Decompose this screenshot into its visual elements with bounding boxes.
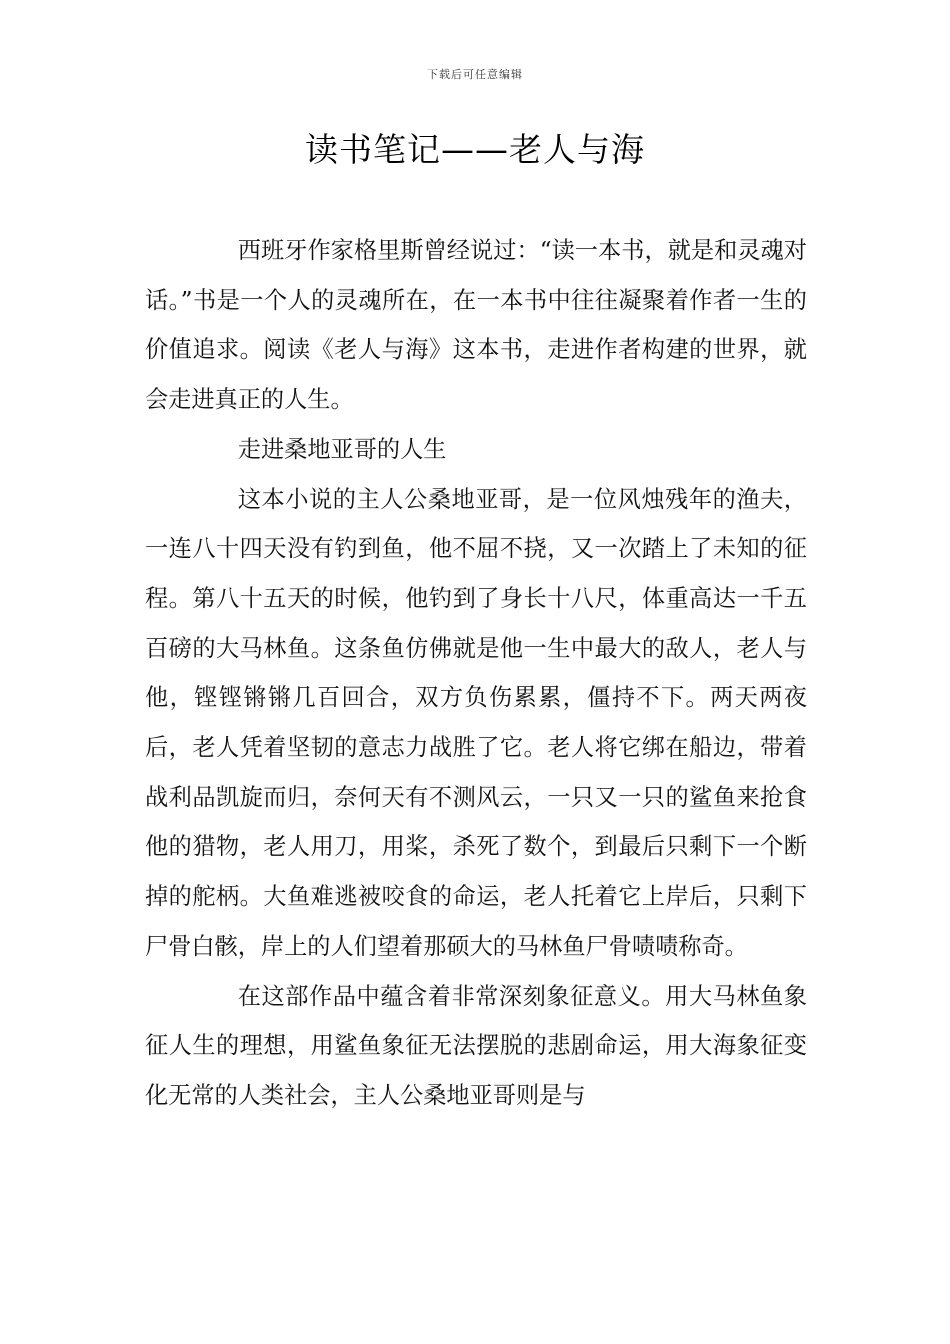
header-note: 下载后可任意编辑 [427,68,523,81]
section-heading: 走进桑地亚哥的人生 [237,435,447,463]
paragraph-plot: 这本小说的主人公桑地亚哥，是一位风烛残年的渔夫，一连八十四天没有钓到鱼，他不屈不挠，又一次踏上了未知的征程。第八十五天的时候，他钓到了身长十八尺，体重高达一千五百磅的大马林鱼。这条鱼仿佛就是他一生中最大的敌人，老人与他，铿铿锵锵几百回合，双方负伤累累，僵持不下。两天两夜后，老人凭着坚韧的意志力战胜了它。老人将它绑在船边，带着战利品凯旋而归，奈何天有不测风云，一只又一只的鲨鱼来抢食他的猎物，老人用刀，用桨，杀死了数个，到最后只剩下一个断掉的舵柄。大鱼难逃被咬食的命运，老人托着它上岸后，只剩下尸骨白骸，岸上的人们望着那硕大的马林鱼尸骨啧啧称奇。 [145,485,807,960]
paragraph-intro: 西班牙作家格里斯曾经说过：“读一本书，就是和灵魂对话。”书是一个人的灵魂所在，在一本书中往往凝聚着作者一生的价值追求。阅读《老人与海》这本书，走进作者构建的世界，就会走进真正的人生。 [145,237,807,414]
paragraph-symbolism: 在这部作品中蕴含着非常深刻象征意义。用大马林鱼象征人生的理想，用鲨鱼象征无法摆脱的悲剧命运，用大海象征变化无常的人类社会，主人公桑地亚哥则是与 [145,982,807,1109]
document-title: 读书笔记——老人与海 [305,130,645,169]
document-body [145,226,807,1121]
